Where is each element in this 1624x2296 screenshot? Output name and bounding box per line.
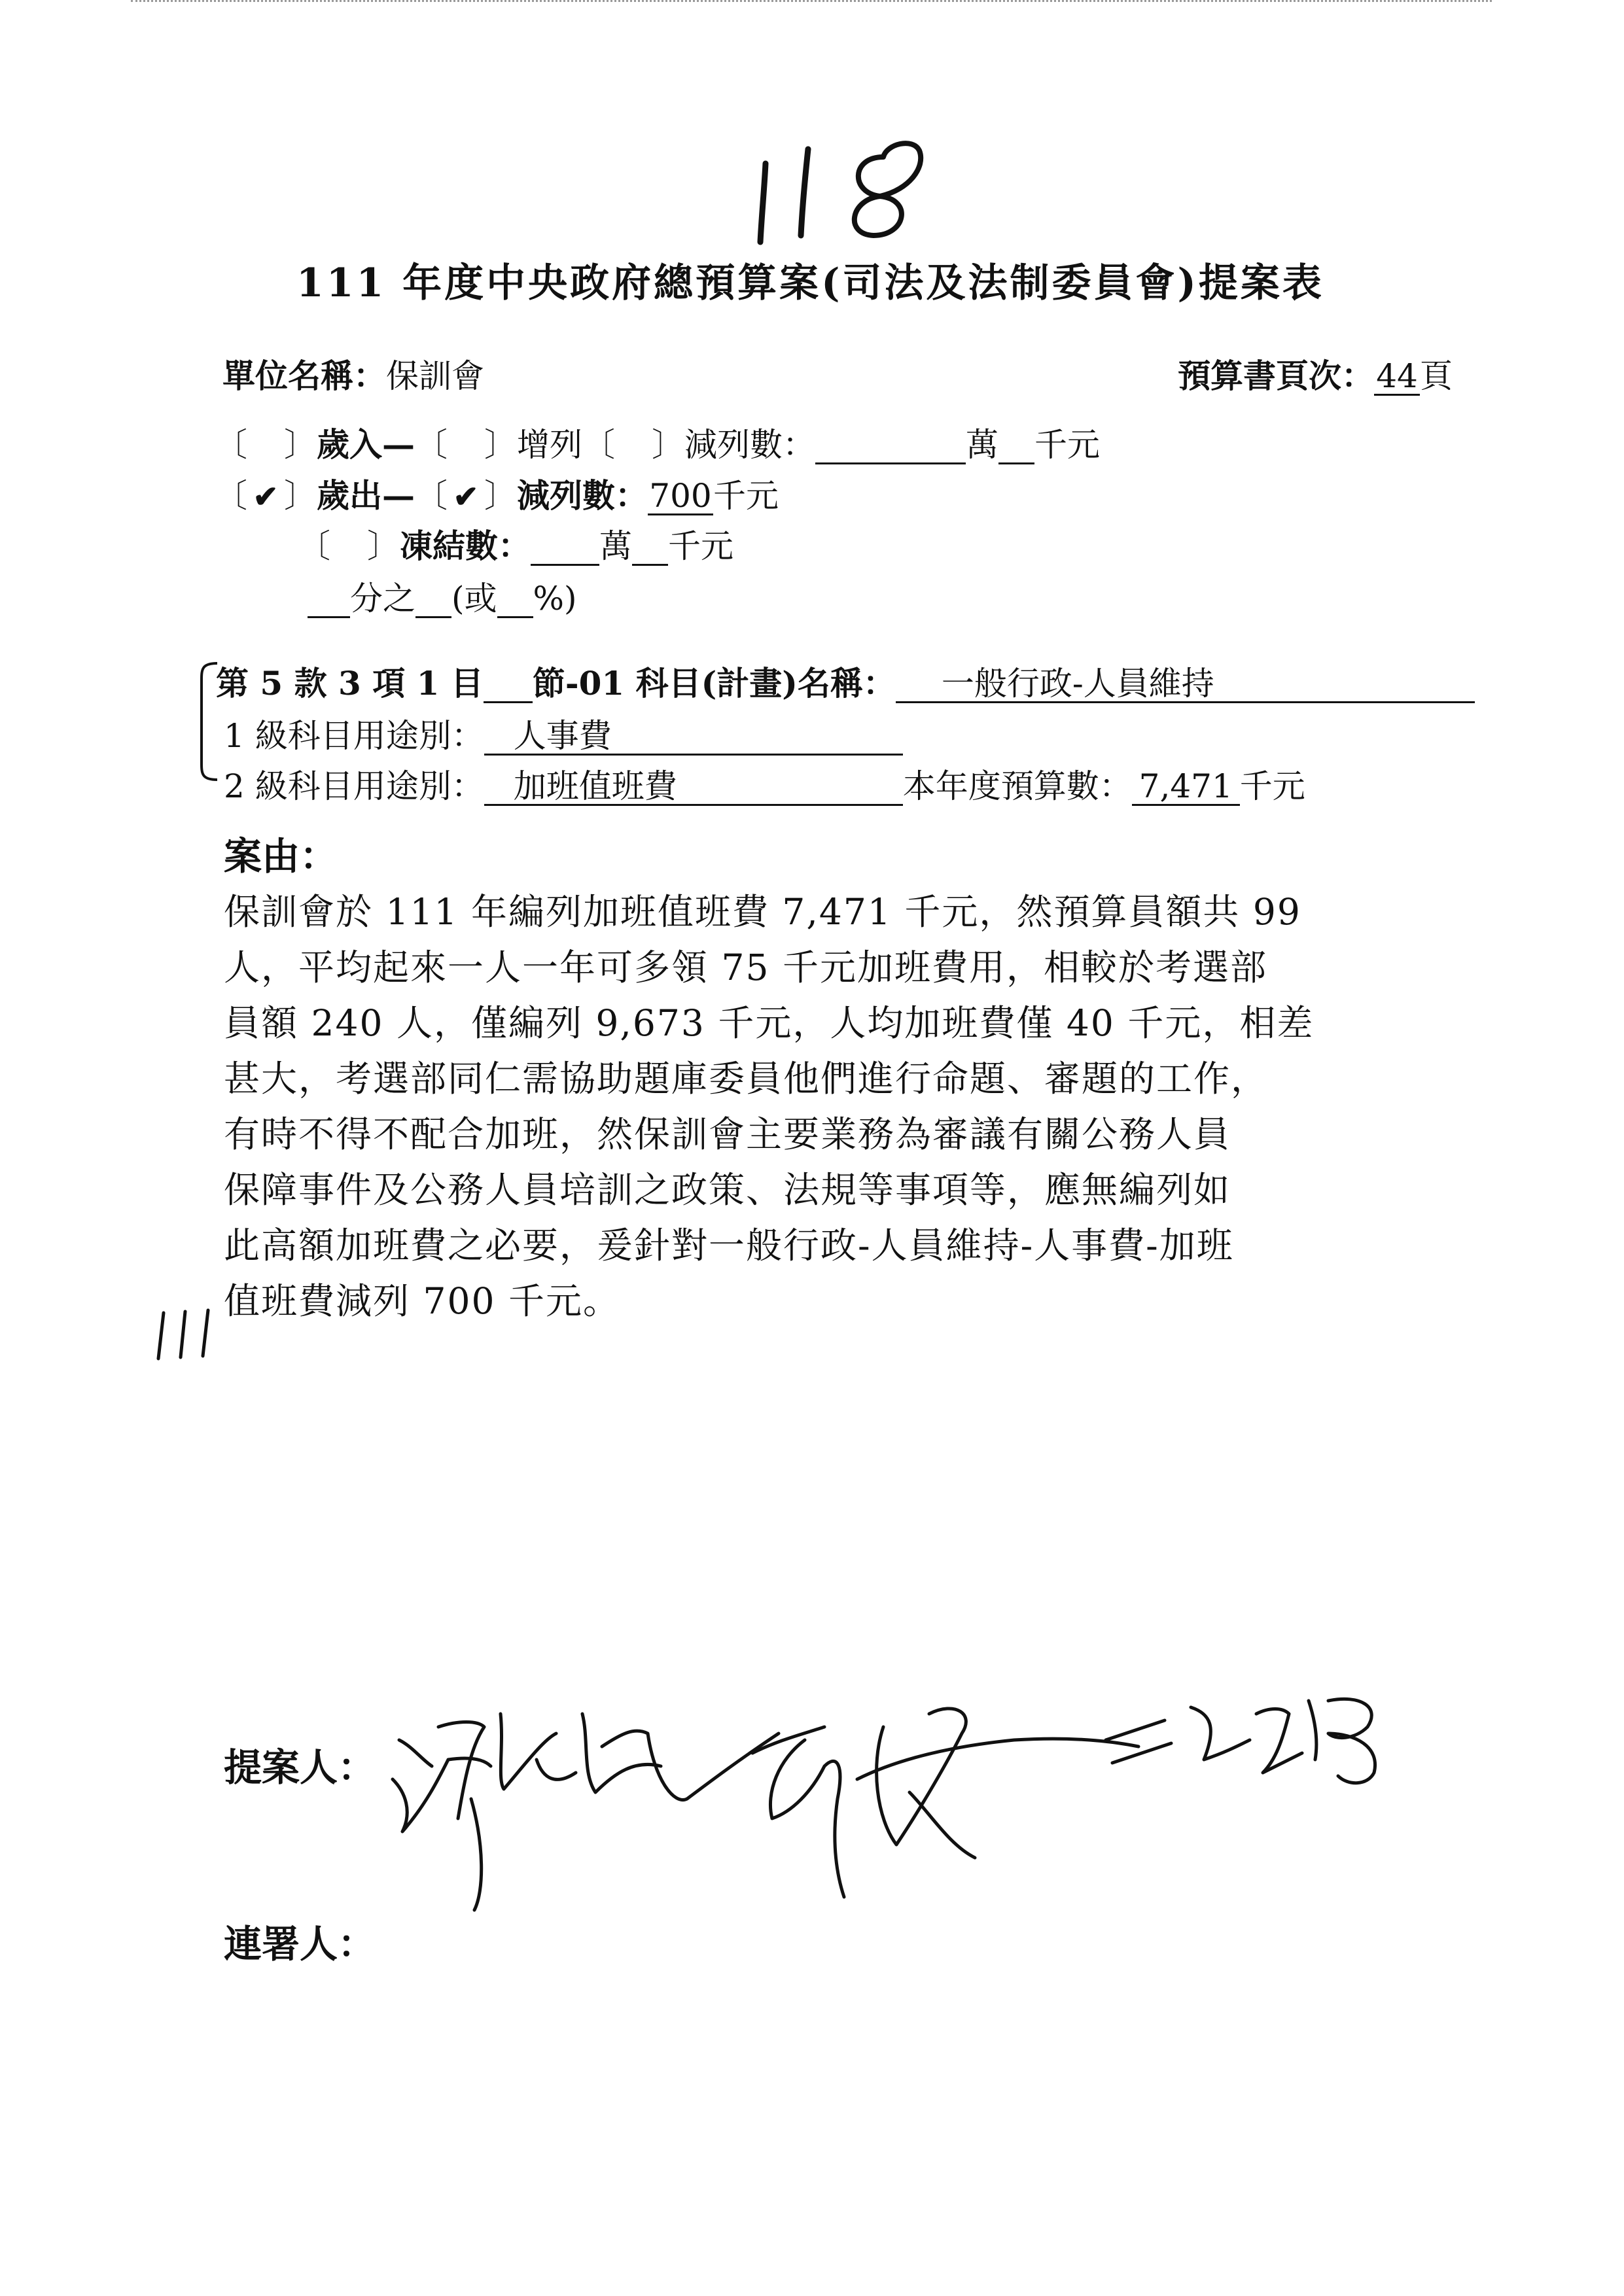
revenue-add-bracket-close: 〕 [484, 426, 517, 464]
expense-reduce-bracket-close: 〕 [484, 477, 517, 515]
reason-body [224, 884, 1314, 1329]
freeze-bracket-close: 〕 [367, 527, 400, 565]
reason-line: 保障事件及公務人員培訓之政策、法規等事項等，應無編列如 [224, 1169, 1231, 1211]
budget-unit: 千元 [1239, 767, 1305, 805]
expense-reduce-value: 700 [648, 479, 713, 515]
expense-bracket-close: 〕 [284, 477, 317, 515]
reason-heading: 案由： [224, 834, 338, 878]
unit-value: 保訓會 [386, 357, 484, 395]
revenue-bracket-close: 〕 [284, 426, 317, 464]
unit-label: 單位名稱： [222, 357, 386, 395]
cosigner-label: 連署人： [224, 1922, 376, 1966]
revenue-row [215, 419, 1100, 466]
expense-row [215, 470, 779, 517]
revenue-reduce-bracket-close: 〕 [652, 426, 684, 464]
revenue-wan-blank[interactable] [815, 428, 966, 464]
freeze-qian-unit: 千元 [668, 527, 733, 565]
revenue-add-bracket-open: 〔 [415, 426, 448, 464]
freeze-label: 凍結數： [400, 527, 531, 565]
account-line-3 [224, 760, 1305, 807]
expense-label: 歲出— [317, 476, 415, 515]
expense-reduce-label: 減列數： [517, 476, 648, 515]
level2-label: 2 級科目用途別： [224, 767, 484, 805]
freeze-row [298, 520, 733, 567]
expense-checkbox[interactable]: ✔ [253, 479, 279, 514]
fraction-percent-blank[interactable] [497, 582, 533, 618]
fraction-denominator-blank[interactable] [308, 582, 350, 618]
fraction-part-label: 分之 [350, 580, 415, 617]
form-title: 111 年度中央政府總預算案(司法及法制委員會)提案表 [296, 260, 1324, 306]
account-jie-label: 節-01 科目(計畫)名稱： [532, 664, 896, 703]
page-ref-suffix: 頁 [1420, 357, 1453, 395]
proposer-label: 提案人： [224, 1745, 376, 1790]
freeze-wan-unit: 萬 [599, 527, 632, 565]
account-section-label: 第 5 款 3 項 1 目 [216, 664, 484, 703]
reason-line: 甚大，考選部同仁需協助題庫委員他們進行命題、審題的工作， [224, 1058, 1269, 1100]
fraction-numerator-blank[interactable] [415, 582, 451, 618]
account-jie-blank[interactable] [484, 667, 533, 703]
proposer-signature [386, 1648, 1407, 1923]
account-line-2 [224, 710, 903, 757]
reason-line: 保訓會於 111 年編列加班值班費 7,471 千元，然預算員額共 99 [224, 891, 1301, 933]
page-ref-row [1178, 350, 1453, 397]
revenue-bracket-open: 〔 [215, 426, 247, 464]
revenue-reduce-bracket-open: 〔 [582, 426, 615, 464]
level2-value: 加班值班費 [484, 769, 903, 806]
expense-reduce-checkbox[interactable]: ✔ [453, 479, 479, 514]
freeze-bracket-open: 〔 [298, 527, 330, 565]
fraction-percent-label: %) [533, 580, 577, 617]
revenue-qian-unit: 千元 [1034, 426, 1100, 464]
expense-reduce-unit: 千元 [713, 477, 779, 515]
account-line-1 [216, 657, 1475, 704]
level1-label: 1 級科目用途別： [224, 717, 484, 755]
budget-value: 7,471 [1132, 769, 1240, 806]
handwritten-case-number [746, 137, 942, 249]
revenue-qian-blank[interactable] [998, 428, 1034, 464]
account-plan-name: 一般行政-人員維持 [896, 667, 1475, 703]
reason-line: 值班費減列 700 千元。 [224, 1280, 620, 1322]
reason-line: 員額 240 人，僅編列 9,673 千元，人均加班費僅 40 千元，相差 [224, 1002, 1315, 1044]
level1-value: 人事費 [484, 719, 903, 756]
reason-line: 有時不得不配合加班，然保訓會主要業務為審議有關公務人員 [224, 1113, 1231, 1155]
page-ref-label: 預算書頁次： [1178, 357, 1374, 395]
unit-row [222, 350, 484, 397]
revenue-label: 歲入— [317, 425, 415, 464]
budget-label: 本年度預算數： [902, 767, 1132, 805]
expense-bracket-open: 〔 [215, 477, 247, 515]
revenue-reduce-label: 減列數： [684, 426, 815, 464]
page-ref-value: 44 [1374, 359, 1420, 396]
reason-line: 人，平均起來一人一年可多領 75 千元加班費用，相較於考選部 [224, 947, 1267, 988]
fraction-row [308, 572, 577, 619]
reason-line: 此高額加班費之必要，爰針對一般行政-人員維持-人事費-加班 [224, 1225, 1234, 1266]
freeze-qian-blank[interactable] [632, 529, 668, 566]
top-edge-dotted-line [131, 0, 1492, 5]
revenue-add-label: 增列 [517, 426, 582, 464]
margin-handwritten-mark [149, 1305, 221, 1364]
revenue-wan-unit: 萬 [966, 426, 998, 464]
expense-reduce-bracket-open: 〔 [415, 477, 448, 515]
fraction-or-label: (或 [451, 580, 497, 617]
freeze-wan-blank[interactable] [531, 529, 599, 566]
